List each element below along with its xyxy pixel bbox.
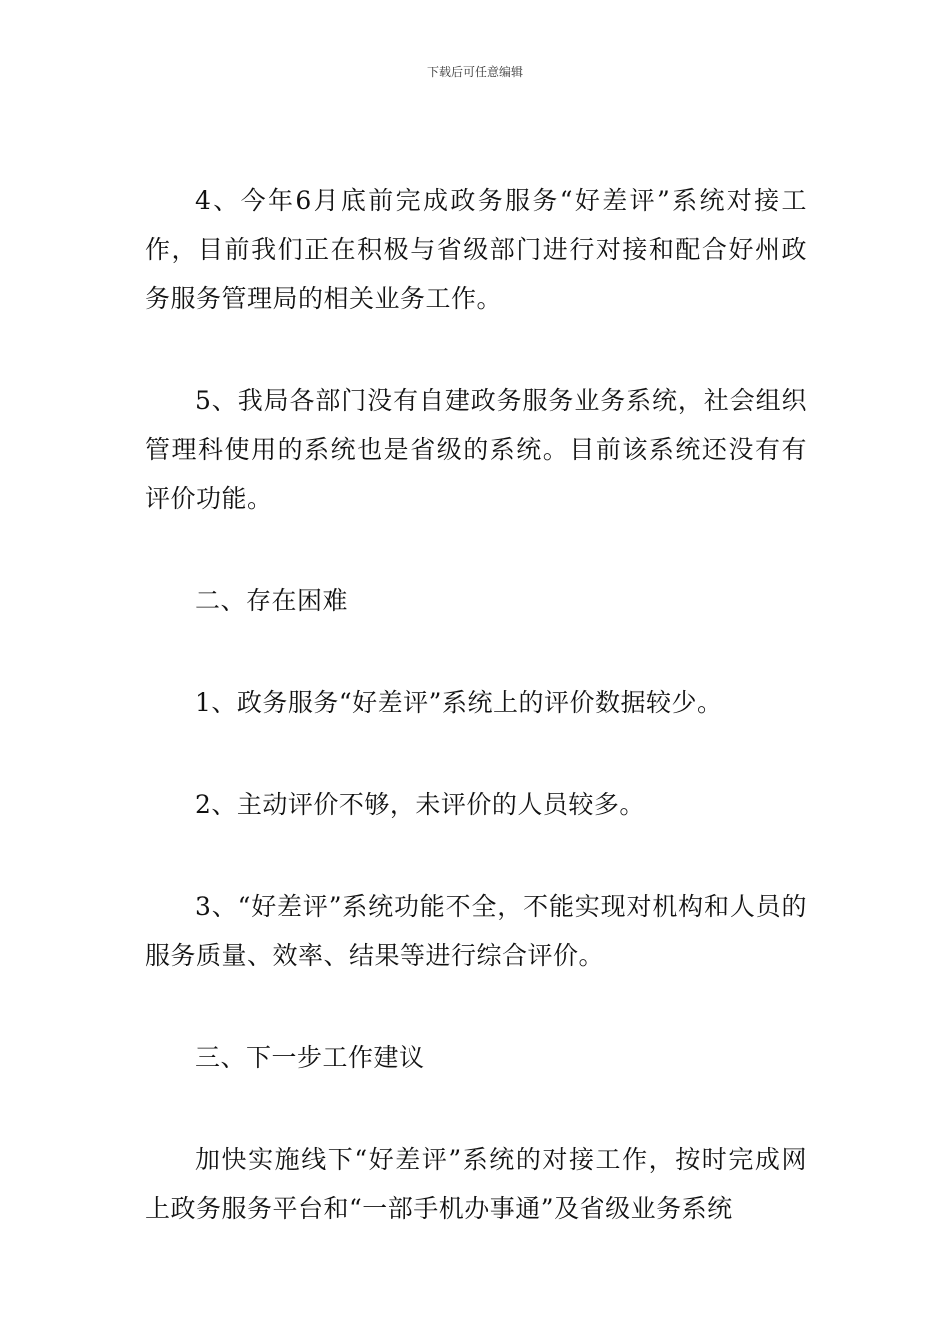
section-heading-difficulties: 二、存在困难 bbox=[195, 586, 349, 615]
paragraph-difficulty-2: 2、主动评价不够，未评价的人员较多。 bbox=[195, 790, 645, 819]
page-header-note: 下载后可任意编辑 bbox=[426, 65, 523, 79]
paragraph-difficulty-1: 1、政务服务“好差评”系统上的评价数据较少。 bbox=[195, 688, 723, 717]
paragraph-item-4: 4、今年6月底前完成政务服务“好差评”系统对接工作，目前我们正在积极与省级部门进行对接和配合好州政务服务管理局的相关业务工作。 bbox=[145, 186, 807, 313]
paragraph-item-5: 5、我局各部门没有自建政务服务业务系统，社会组织管理科使用的系统也是省级的系统。目前该系统还没有有评价功能。 bbox=[145, 386, 807, 513]
paragraph-difficulty-3: 3、“好差评”系统功能不全，不能实现对机构和人员的服务质量、效率、结果等进行综合评价。 bbox=[145, 892, 807, 970]
paragraph-next-steps: 加快实施线下“好差评”系统的对接工作，按时完成网上政务服务平台和“一部手机办事通”及省级业务系统 bbox=[145, 1145, 807, 1223]
section-heading-next-steps: 三、下一步工作建议 bbox=[195, 1043, 425, 1072]
document-body bbox=[145, 176, 807, 1233]
